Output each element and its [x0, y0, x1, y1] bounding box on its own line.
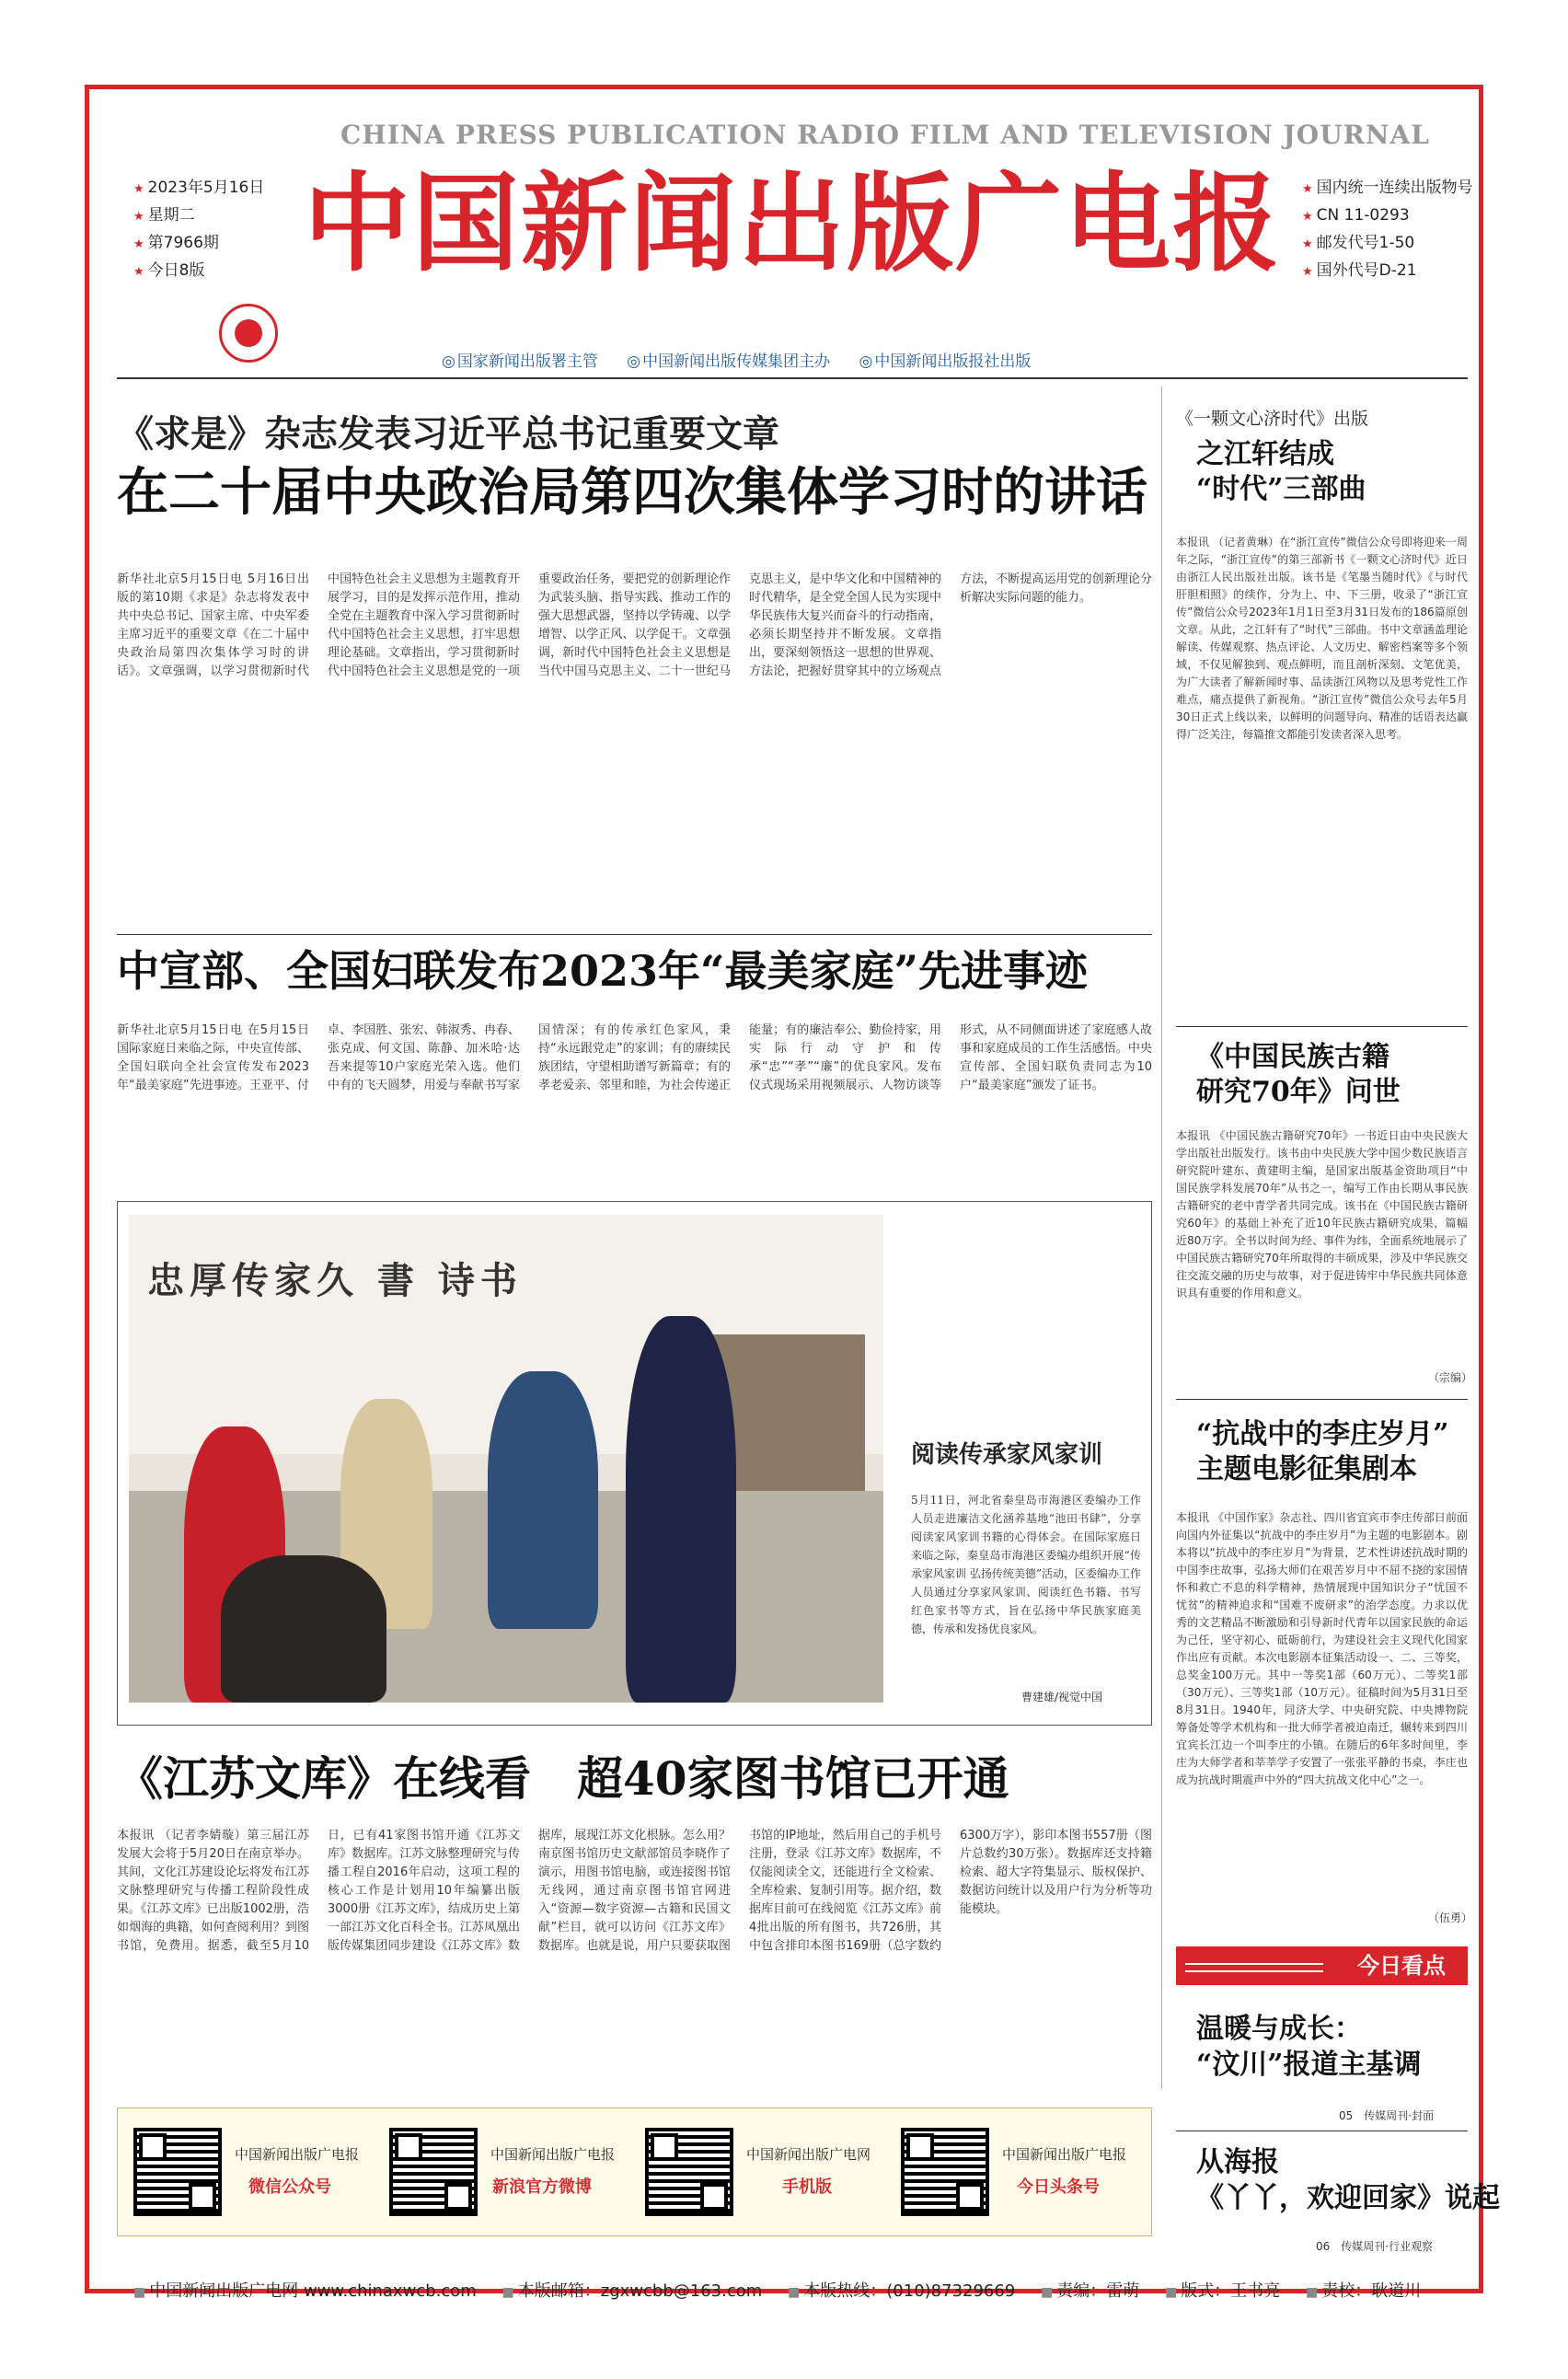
- today-item2-line1: 从海报: [1196, 2146, 1279, 2178]
- divider: [1176, 1399, 1468, 1400]
- sponsor-line: [442, 348, 1055, 371]
- second-headline: 中宣部、全国妇联发布2023年“最美家庭”先进事迹: [117, 946, 1088, 996]
- side3-author: （伍勇）: [1428, 1911, 1473, 1924]
- issue-date: ★ 2023年5月16日: [133, 175, 264, 202]
- side3-headline: [1196, 1417, 1449, 1486]
- lead-body: 新华社北京5月15日电 5月16日出版的第10期《求是》杂志将发表中共中央总书记、国家主席、中央军委主席习近平的重要文章《在二十届中央政治局第四次集体学习时的讲话》。文章强调，以学习贯彻新时代中国特色社会主义思想为主题教育开展学习，目的是发挥示范作用，推动全党在主题教育中深入学习贯彻新时代中国特色社会主义思想，打牢思想理论基础。文章指出，学习贯彻新时代中国特色社会主义思想是党的一项重要政治任务，要把党的创新理论作为武装头脑、指导实践、推动工作的强大思想武器，坚持以学铸魂、以学增智、以学正风、以学促干。文章强调，新时代中国特色社会主义思想是当代中国马克思主义、二十一世纪马克思主义，是中华文化和中国精神的时代精华，是全党全国人民为实现中华民族伟大复兴而奋斗的行动指南，必须长期坚持并不断发展。文章指出，要深刻领悟这一思想的世界观、方法论，把握好贯穿其中的立场观点方法，不断提高运用党的创新理论分析解决实际问题的能力。: [117, 572, 1152, 678]
- qr2-sub: 新浪官方微博: [492, 2177, 592, 2197]
- today-item1-page: 05 传媒周刊·封面: [1339, 2109, 1435, 2122]
- lead-headline: 在二十届中央政治局第四次集体学习时的讲话: [117, 462, 1147, 523]
- today-highlights-bar: 今日看点: [1176, 1946, 1468, 1985]
- third-body: 本报讯 （记者李婧璇）第三届江苏发展大会将于5月20日在南京举办。其间，文化江苏建设论坛将发布江苏文脉整理研究与传播工程阶段性成果。《江苏文库》已出版1002册，浩如烟海的典籍，如何查阅利用？到图书馆，免费用。据悉，截至5月10日，已有41家图书馆开通《江苏文库》数据库。江苏文脉整理研究与传播工程自2016年启动，这项工程的核心工作是计划用10年编纂出版3000册《江苏文库》，结成历史上第一部江苏文化百科全书。江苏凤凰出版传媒集团同步建设《江苏文库》数据库，展现江苏文化根脉。怎么用？南京图书馆历史文献部馆员李晓作了演示，用图书馆电脑，或连接图书馆无线网，通过南京图书馆官网进入“资源—数字资源—古籍和民国文献”栏目，就可以访问《江苏文库》数据库。也就是说，用户只要获取图书馆的IP地址，然后用自己的手机号注册，登录《江苏文库》数据库，不仅能阅读全文，还能进行全文检索、全库检索、复制引用等。据介绍，数据库目前可在线阅览《江苏文库》前4批出版的所有图书，共726册，其中包含排印本图书169册（总字数约6300万字），影印本图书557册（图片总数约30万张）。数据库还支持籍检索、超大字符集显示、版权保护、数据访问统计以及用户行为分析等功能模块。: [117, 1829, 1152, 1953]
- side1-kicker: 《一颗文心济时代》出版: [1176, 409, 1369, 429]
- person-foreground: [221, 1555, 386, 1703]
- today-item2-page: 06 传媒周刊·行业观察: [1316, 2240, 1434, 2253]
- cn-code: ★ CN 11-0293: [1302, 202, 1473, 230]
- footer-layout: ■ 版式：王书亮: [1165, 2281, 1280, 2301]
- second-body: 新华社北京5月15日电 在5月15日国际家庭日来临之际，中央宣传部、全国妇联向全社会宣传发布2023年“最美家庭”先进事迹。王亚平、付卓、李国胜、张宏、韩淑秀、冉春、张克成、何文国、陈静、加米哈·达吾来提等10户家庭光荣入选。他们中有的飞天圆梦，用爱与奉献书写家国情深；有的传承红色家风，秉持“永远跟党走”的家训；有的赓续民族团结，守望相助谱写新篇章；有的孝老爱亲、邻里和睦，为社会传递正能量；有的廉洁奉公、勤俭持家，用实际行动守护和传承“忠”“孝”“廉”的优良家风。发布仪式现场采用视频展示、人物访谈等形式，从不同侧面讲述了家庭感人故事和家庭成员的工作生活感悟。中央宣传部、全国妇联负责同志为10户“最美家庭”颁发了证书。: [117, 1023, 1152, 1092]
- today-item1-headline[interactable]: [1196, 2011, 1422, 2083]
- side2-author: （宗编）: [1428, 1371, 1473, 1384]
- qr4-sub: 今日头条号: [1017, 2177, 1100, 2197]
- side1-headline-line1: 之江轩结成: [1196, 438, 1334, 470]
- qr4-label: 中国新闻出版广电报: [1002, 2146, 1127, 2163]
- qr2-label: 中国新闻出版广电报: [490, 2146, 616, 2163]
- photo-banner-text: 忠厚传家久 書 诗书: [147, 1259, 523, 1302]
- third-headline: 《江苏文库》在线看 超40家图书馆已开通: [117, 1751, 1009, 1806]
- english-title: CHINA PRESS PUBLICATION RADIO FILM AND TELEVISION JOURNAL: [340, 120, 1430, 150]
- qr1-label: 中国新闻出版广电报: [235, 2146, 360, 2163]
- side2-headline-line1: 《中国民族古籍: [1196, 1041, 1389, 1073]
- sponsor-2: ◎ 中国新闻出版传媒集团主办: [627, 352, 830, 371]
- foreign-code: ★ 国外代号D-21: [1302, 258, 1473, 285]
- side2-headline-line2: 研究70年》问世: [1196, 1075, 1401, 1108]
- side2-body: 本报讯 《中国民族古籍研究70年》一书近日由中央民族大学出版社出版发行。该书由中央民族大学中国少数民族语言研究院叶建东、黄建明主编，是国家出版基金资助项目“中国民族学科发展70年”从书之一，编写工作由长期从事民族古籍研究的老中青学者共同完成。该书在《中国民族古籍研究60年》的基础上补充了近10年民族古籍研究成果，篇幅近80万字。全书以时间为经、事件为纬，全面系统地展示了中国民族古籍研究70年所取得的丰硕成果，涉及中华民族交往交流交融的历史与故事，对于促进铸牢中华民族共同体意识具有重要的作用和意义。: [1176, 1129, 1468, 1299]
- today-item2-line2: 《丫丫，欢迎回家》说起: [1196, 2182, 1500, 2214]
- serial-label: ★ 国内统一连续出版物号: [1302, 175, 1473, 202]
- side3-headline-line1: “抗战中的李庄岁月”: [1196, 1418, 1449, 1450]
- issue-number: ★ 第7966期: [133, 230, 264, 258]
- footer-editor: ■ 责编：雷萌: [1041, 2281, 1139, 2301]
- sponsor-1: ◎ 国家新闻出版署主管: [442, 352, 598, 371]
- side3-body: 本报讯 《中国作家》杂志社、四川省宜宾市李庄传部日前面向国内外征集以“抗战中的李庄岁月”为主题的电影剧本。剧本将以“抗战中的李庄岁月”为背景，艺术性讲述抗战时期的中国李庄故事，弘扬大师们在艰苦岁月中不屈不挠的家国情怀和救亡不息的科学精神，热情展现中国知识分子“忧国不忧贫”的精神追求和“国难不废研求”的治学态度。力求以优秀的文艺精品不断激励和引导新时代青年以国家民族的命运为己任，坚守初心、砥砺前行，为建设社会主义现代化国家作出应有贡献。本次电影剧本征集活动设一、二、三等奖，总奖金100万元。其中一等奖1部（60万元）、二等奖1部（30万元）、三等奖1部（10万元）。征稿时间为5月31日至8月31日。1940年，同济大学、中央研究院、中央博物院筹备处等学术机构和一批大师学者被迫南迁，辗转来到四川宜宾长江边一个叫李庄的小镇。在随后的6年多时间里，李庄为大师学者和莘莘学子安置了一张张平静的书桌，李庄也成为抗战时期震声中外的“四大抗战文化中心”之一。: [1176, 1511, 1468, 1786]
- publication-codes: [1302, 175, 1473, 285]
- issue-info: [133, 175, 264, 285]
- news-photo: [129, 1215, 883, 1703]
- side1-headline: [1196, 437, 1366, 506]
- today-item2-headline[interactable]: [1196, 2144, 1500, 2216]
- issue-weekday: ★ 星期二: [133, 202, 264, 230]
- qr-code-toutiao-icon[interactable]: [901, 2128, 989, 2216]
- qr-code-strip: [117, 2108, 1152, 2236]
- today-item1-line2: “汶川”报道主基调: [1196, 2049, 1422, 2081]
- sidebar-divider: [1161, 387, 1162, 2089]
- postal-code: ★ 邮发代号1-50: [1302, 230, 1473, 258]
- qr3-sub: 手机版: [782, 2177, 832, 2197]
- divider: [1176, 1026, 1468, 1027]
- lead-kicker: 《求是》杂志发表习近平总书记重要文章: [117, 412, 779, 456]
- divider: [117, 934, 1152, 935]
- qr-code-wechat-icon[interactable]: [133, 2128, 222, 2216]
- footer-website[interactable]: ■ 中国新闻出版广电网 www.chinaxwcb.com: [133, 2281, 477, 2301]
- qr3-label: 中国新闻出版广电网: [746, 2146, 871, 2163]
- footer-email[interactable]: ■ 本版邮箱：zgxwcbb@163.com: [502, 2281, 763, 2301]
- photo-caption-title: 阅读传承家风家训: [911, 1441, 1103, 1469]
- qr1-sub: 微信公众号: [248, 2177, 331, 2197]
- qr-code-weibo-icon[interactable]: [389, 2128, 478, 2216]
- qr-code-mobile-icon[interactable]: [645, 2128, 733, 2216]
- issue-pages: ★ 今日8版: [133, 258, 264, 285]
- side1-body: 本报讯 （记者黄琳）在“浙江宣传”微信公众号即将迎来一周年之际，“浙江宣传”的第三部新书《一颗文心济时代》近日由浙江人民出版社出版。该书是《笔墨当随时代》《与时代肝胆相照》的续作，分为上、中、下三册，收录了“浙江宣传”微信公众号2023年1月1日至3月31日发布的186篇原创文章。从此，之江轩有了“时代”三部曲。书中文章涵盖理论解读、传媒观察、热点评论、人文历史、解密档案等多个领域，不仅见解独到、观点鲜明，而且剖析深刻、文笔优美，为广大读者了解新闻时事、品读浙江风物以及思考党性工作难点，痛点提供了新视角。“浙江宣传”微信公众号去年5月30日正式上线以来，以鲜明的问题导向、精准的话语表达赢得广泛关注，每篇推文都能引发读者深入思考。: [1176, 536, 1468, 741]
- anniversary-logo-icon: [219, 304, 278, 363]
- photo-credit: 曹建雄/视觉中国: [1021, 1691, 1103, 1703]
- today-item1-line1: 温暖与成长：: [1196, 2013, 1362, 2045]
- page-footer: [133, 2278, 1441, 2302]
- side2-headline: [1196, 1040, 1401, 1109]
- newspaper-title: 中国新闻出版广电报: [304, 161, 1281, 286]
- side1-headline-line2: “时代”三部曲: [1196, 472, 1366, 505]
- footer-proof: ■ 责校：耿道川: [1306, 2281, 1421, 2301]
- footer-hotline: ■ 本版热线：(010)87329669: [788, 2281, 1015, 2301]
- person-speaker: [626, 1316, 736, 1703]
- sponsor-3: ◎ 中国新闻出版报社出版: [859, 352, 1032, 371]
- photo-caption: 5月11日，河北省秦皇岛市海港区委编办工作人员走进廉洁文化涵养基地“池田书肆”，分享阅读家风家训书籍的心得体会。在国际家庭日来临之际，秦皇岛市海港区委编办组织开展“传承家风家训 弘扬传统美德”活动，区委编办工作人员通过分享家风家训、阅读红色书籍、书写红色家书等方式，旨在弘扬中华民族家庭美德，传承和发扬优良家风。: [911, 1494, 1141, 1635]
- person-blue: [488, 1371, 598, 1629]
- side3-headline-line2: 主题电影征集剧本: [1196, 1452, 1417, 1485]
- masthead-divider: [117, 377, 1468, 379]
